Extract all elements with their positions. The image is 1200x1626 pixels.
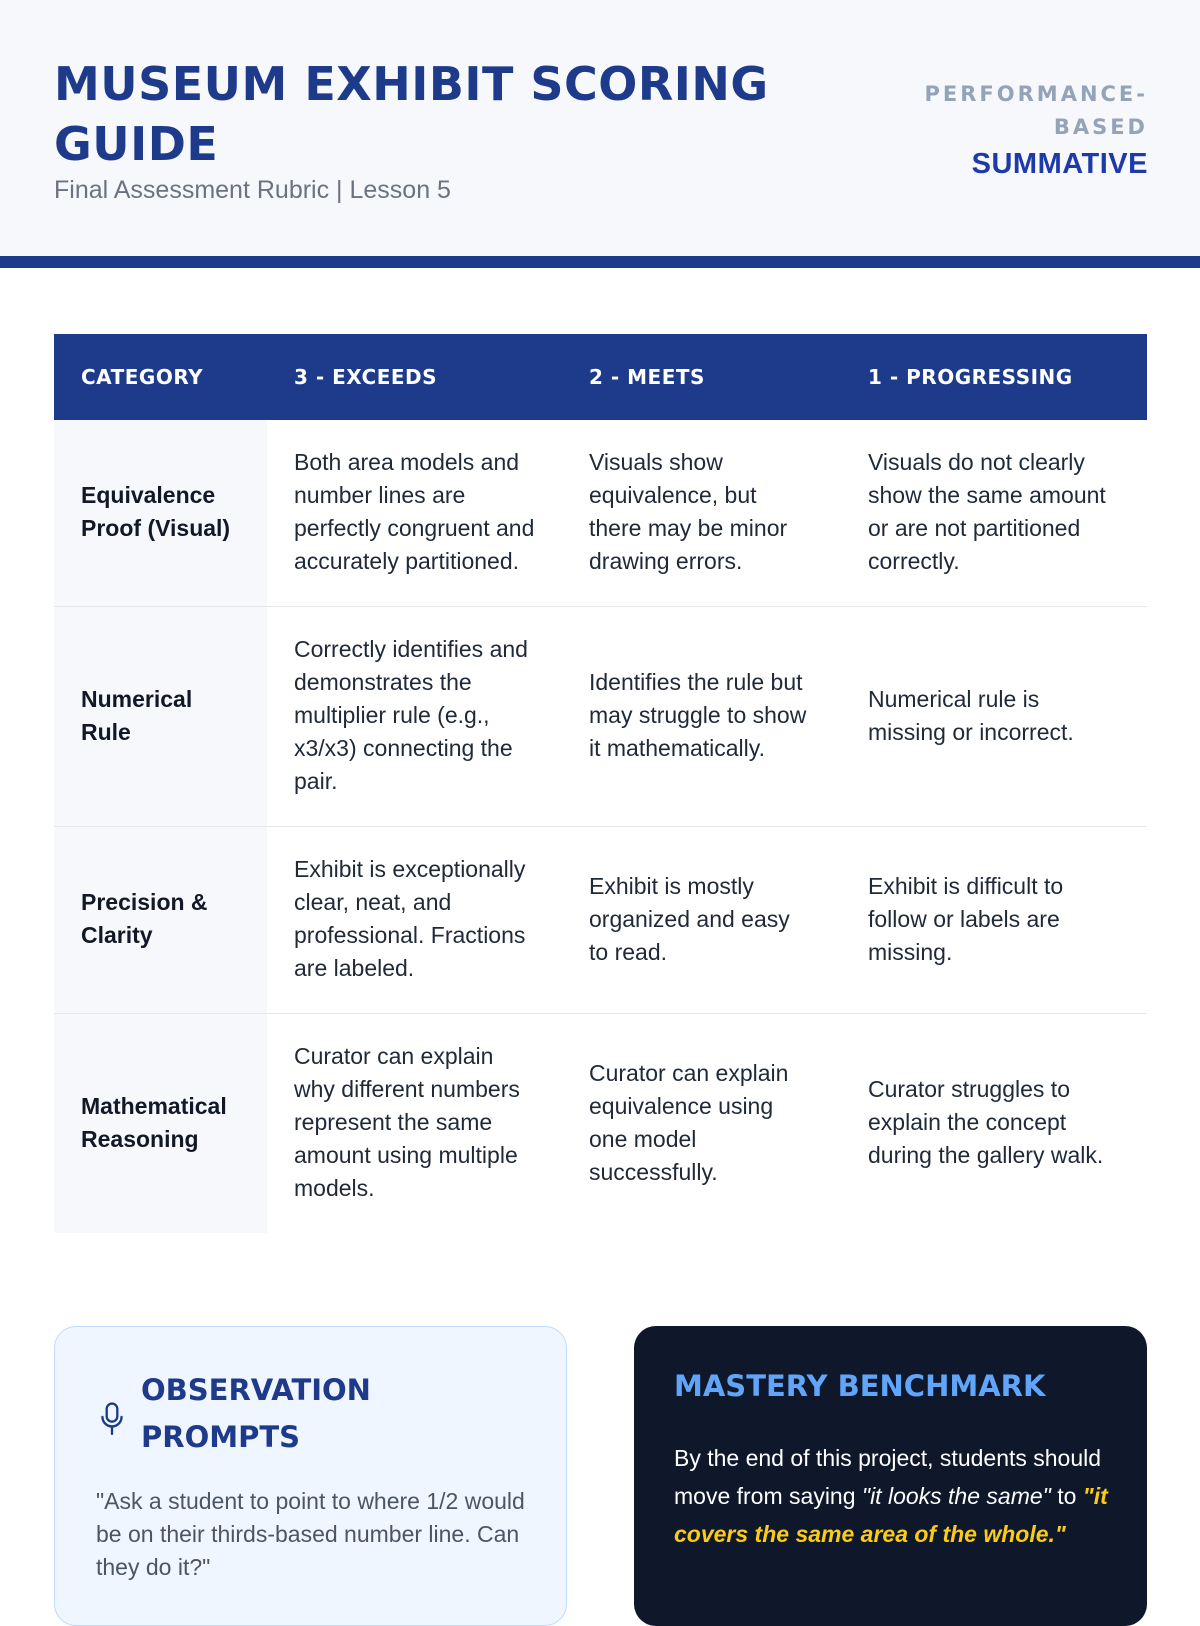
mastery-text-connector: to bbox=[1050, 1483, 1083, 1509]
column-header-exceeds: 3 - EXCEEDS bbox=[267, 334, 562, 420]
page-subtitle: Final Assessment Rubric | Lesson 5 bbox=[54, 176, 451, 204]
exceeds-cell: Exhibit is exceptionally clear, neat, and professional. Fractions are labeled. bbox=[267, 827, 562, 1014]
table-row bbox=[54, 420, 1147, 607]
mastery-benchmark-title: MASTERY BENCHMARK bbox=[674, 1369, 1046, 1403]
microphone-icon bbox=[99, 1402, 125, 1436]
table-row bbox=[54, 607, 1147, 827]
assessment-type-badge: SUMMATIVE bbox=[971, 148, 1148, 180]
observation-prompt-text: "Ask a student to point to where 1/2 would be on their thirds-based number line. Can they do it?" bbox=[96, 1488, 525, 1580]
exceeds-cell: Curator can explain why different numbers represent the same amount using multiple models. bbox=[294, 1043, 520, 1201]
category-cell: Equivalence Proof (Visual) bbox=[54, 420, 267, 607]
meets-cell: Identifies the rule but may struggle to show it mathematically. bbox=[562, 607, 841, 827]
progressing-cell: Visuals do not clearly show the same amount or are not partitioned correctly. bbox=[841, 420, 1147, 607]
assessment-type-label: PERFORMANCE-BASED bbox=[924, 82, 1148, 139]
rubric-header-row bbox=[54, 334, 1147, 420]
progressing-cell: Exhibit is difficult to follow or labels are missing. bbox=[841, 827, 1147, 1014]
column-header-meets: 2 - MEETS bbox=[562, 334, 841, 420]
table-row bbox=[54, 827, 1147, 1014]
category-cell: Mathematical Reasoning bbox=[54, 1014, 267, 1234]
mastery-quote-before: "it looks the same" bbox=[861, 1483, 1051, 1509]
column-header-progressing: 1 - PROGRESSING bbox=[841, 334, 1147, 420]
observation-prompts-card bbox=[54, 1326, 567, 1626]
meets-cell: Exhibit is mostly organized and easy to read. bbox=[562, 827, 841, 1014]
page-header bbox=[0, 0, 1200, 268]
mastery-quote-goal: "it covers the same area of the whole." bbox=[674, 1483, 1108, 1547]
page-title: MUSEUM EXHIBIT SCORING GUIDE bbox=[54, 57, 769, 171]
category-cell: Precision & Clarity bbox=[54, 827, 267, 1014]
meets-cell: Curator can explain equivalence using one model successfully. bbox=[589, 1059, 789, 1185]
exceeds-cell: Correctly identifies and demonstrates the multiplier rule (e.g., x3/x3) connecting the pair. bbox=[267, 607, 562, 827]
mastery-benchmark-text bbox=[674, 1439, 1114, 1553]
exceeds-cell: Both area models and number lines are perfectly congruent and accurately partitioned. bbox=[267, 420, 562, 607]
mastery-text-intro: By the end of this project, students should move from saying bbox=[674, 1445, 1102, 1509]
observation-prompts-title: OBSERVATION PROMPTS bbox=[141, 1373, 371, 1454]
column-header-category: CATEGORY bbox=[54, 334, 267, 420]
mastery-benchmark-card bbox=[634, 1326, 1147, 1626]
meets-cell: Visuals show equivalence, but there may be minor drawing errors. bbox=[562, 420, 841, 607]
progressing-cell: Curator struggles to explain the concept during the gallery walk. bbox=[868, 1076, 1104, 1168]
progressing-cell: Numerical rule is missing or incorrect. bbox=[841, 607, 1147, 827]
rubric-table bbox=[54, 334, 1147, 1233]
table-row bbox=[54, 1014, 1147, 1234]
category-cell: Numerical Rule bbox=[54, 607, 267, 827]
